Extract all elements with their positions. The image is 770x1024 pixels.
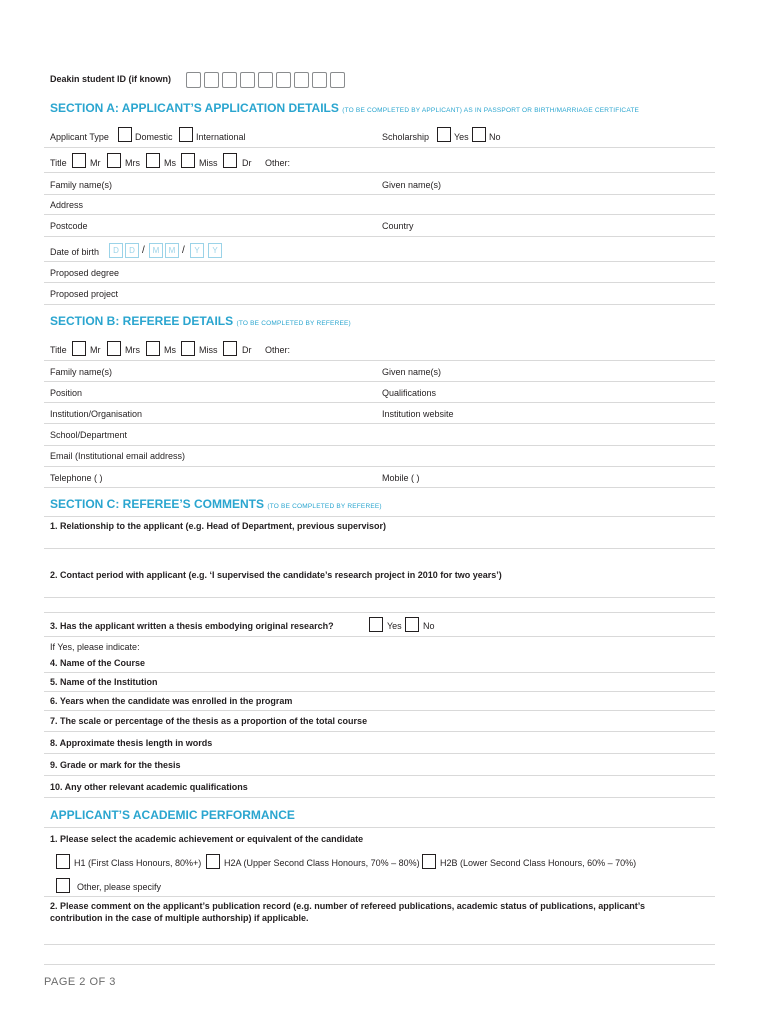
domestic-label: Domestic	[135, 132, 173, 142]
postcode-label[interactable]: Postcode	[50, 221, 88, 231]
scholarship-yes-label: Yes	[454, 132, 469, 142]
question-4[interactable]: 4. Name of the Course	[50, 658, 146, 668]
divider	[44, 381, 715, 382]
scholarship-yes-checkbox[interactable]	[437, 127, 451, 142]
title-miss-checkbox[interactable]	[181, 153, 195, 168]
divider	[44, 147, 715, 148]
referee-title-other-label: Other:	[265, 345, 291, 355]
referee-title-mr-label: Mr	[90, 345, 101, 355]
divider	[44, 236, 715, 237]
dob-slash: /	[182, 245, 185, 256]
referee-title-ms-label: Ms	[164, 345, 176, 355]
dob-month-box[interactable]: M	[165, 243, 179, 258]
thesis-yes-label: Yes	[387, 621, 402, 631]
section-a-title: SECTION A: APPLICANT’S APPLICATION DETAILS	[50, 101, 339, 115]
international-checkbox[interactable]	[179, 127, 193, 142]
divider	[44, 466, 715, 467]
referee-title-dr-checkbox[interactable]	[223, 341, 237, 356]
divider	[44, 172, 715, 173]
divider	[44, 261, 715, 262]
student-id-digit[interactable]	[204, 72, 219, 88]
referee-title-miss-checkbox[interactable]	[181, 341, 195, 356]
referee-title-label: Title	[50, 345, 67, 355]
student-id-digit[interactable]	[276, 72, 291, 88]
scholarship-no-checkbox[interactable]	[472, 127, 486, 142]
referee-title-mrs-label: Mrs	[125, 345, 140, 355]
referee-school-label[interactable]: School/Department	[50, 430, 128, 440]
answer-line[interactable]	[44, 944, 715, 945]
h2a-checkbox[interactable]	[206, 854, 220, 869]
dob-day-box[interactable]: D	[109, 243, 123, 258]
section-c-heading	[50, 497, 382, 511]
student-id-digit[interactable]	[330, 72, 345, 88]
address-label[interactable]: Address	[50, 200, 84, 210]
divider	[44, 896, 715, 897]
question-5[interactable]: 5. Name of the Institution	[50, 677, 158, 687]
divider	[44, 636, 715, 637]
h1-checkbox[interactable]	[56, 854, 70, 869]
divider	[44, 797, 715, 798]
section-b-heading	[50, 314, 351, 328]
other-label: Other, please specify	[77, 882, 162, 892]
divider	[44, 672, 715, 673]
referee-position-label[interactable]: Position	[50, 388, 83, 398]
divider	[44, 775, 715, 776]
referee-given-name-label[interactable]: Given name(s)	[382, 367, 442, 377]
referee-title-mr-checkbox[interactable]	[72, 341, 86, 356]
scholarship-label: Scholarship	[382, 132, 430, 142]
dob-label: Date of birth	[50, 247, 100, 257]
question-6[interactable]: 6. Years when the candidate was enrolled in the program	[50, 696, 293, 706]
divider	[44, 710, 715, 711]
divider	[44, 282, 715, 283]
title-mr-label: Mr	[90, 158, 101, 168]
referee-email-label[interactable]: Email (Institutional email address)	[50, 451, 186, 461]
title-miss-label: Miss	[199, 158, 218, 168]
question-9[interactable]: 9. Grade or mark for the thesis	[50, 760, 181, 770]
divider	[44, 402, 715, 403]
answer-line[interactable]	[44, 597, 715, 598]
student-id-digit[interactable]	[312, 72, 327, 88]
answer-line[interactable]	[44, 548, 715, 549]
divider	[44, 445, 715, 446]
thesis-yes-checkbox[interactable]	[369, 617, 383, 632]
referee-institution-label[interactable]: Institution/Organisation	[50, 409, 143, 419]
thesis-no-label: No	[423, 621, 435, 631]
referee-title-ms-checkbox[interactable]	[146, 341, 160, 356]
dob-slash: /	[142, 245, 145, 256]
title-mrs-checkbox[interactable]	[107, 153, 121, 168]
section-a-heading	[50, 101, 639, 115]
divider	[44, 731, 715, 732]
scholarship-no-label: No	[489, 132, 501, 142]
referee-title-miss-label: Miss	[199, 345, 218, 355]
title-mrs-label: Mrs	[125, 158, 140, 168]
domestic-checkbox[interactable]	[118, 127, 132, 142]
referee-mobile-label[interactable]: Mobile ( )	[382, 473, 420, 483]
section-b-note: (TO BE COMPLETED BY REFEREE)	[236, 320, 351, 327]
question-1: 1. Relationship to the applicant (e.g. Head of Department, previous supervisor)	[50, 521, 387, 531]
title-other-label: Other:	[265, 158, 291, 168]
title-ms-checkbox[interactable]	[146, 153, 160, 168]
title-dr-checkbox[interactable]	[223, 153, 237, 168]
academic-question-1: 1. Please select the academic achievement or equivalent of the candidate	[50, 834, 364, 844]
referee-institution-website-label[interactable]: Institution website	[382, 409, 454, 419]
student-id-label: Deakin student ID (if known)	[50, 74, 172, 84]
h2b-checkbox[interactable]	[422, 854, 436, 869]
referee-telephone-label[interactable]: Telephone ( )	[50, 473, 103, 483]
h2a-label: H2A (Upper Second Class Honours, 70% – 80%)	[224, 858, 420, 868]
question-8[interactable]: 8. Approximate thesis length in words	[50, 738, 213, 748]
international-label: International	[196, 132, 246, 142]
question-3: 3. Has the applicant written a thesis embodying original research?	[50, 621, 334, 631]
divider	[44, 827, 715, 828]
family-name-label[interactable]: Family name(s)	[50, 180, 113, 190]
proposed-project-label[interactable]: Proposed project	[50, 289, 119, 299]
dob-month-box[interactable]: M	[149, 243, 163, 258]
academic-question-2-line1: 2. Please comment on the applicant’s publication record (e.g. number of refereed publications, academic status of publications, applicant’s	[50, 901, 645, 911]
dob-year-box[interactable]: Y	[208, 243, 222, 258]
dob-day-box[interactable]: D	[125, 243, 139, 258]
divider	[44, 194, 715, 195]
divider	[44, 423, 715, 424]
title-dr-label: Dr	[242, 158, 252, 168]
if-yes-label: If Yes, please indicate:	[50, 642, 140, 652]
academic-question-2-line2: contribution in the case of multiple authorship) if applicable.	[50, 913, 309, 923]
student-id-digit[interactable]	[258, 72, 273, 88]
thesis-no-checkbox[interactable]	[405, 617, 419, 632]
section-b-title: SECTION B: REFEREE DETAILS	[50, 314, 234, 328]
h2b-label: H2B (Lower Second Class Honours, 60% – 70%)	[440, 858, 637, 868]
divider	[44, 691, 715, 692]
divider	[44, 753, 715, 754]
question-2: 2. Contact period with applicant (e.g. ‘I supervised the candidate’s research project in 2010 for two years’)	[50, 570, 502, 580]
title-mr-checkbox[interactable]	[72, 153, 86, 168]
academic-performance-title: APPLICANT’S ACADEMIC PERFORMANCE	[50, 808, 295, 822]
section-a-note: (TO BE COMPLETED BY APPLICANT) AS IN PASSPORT OR BIRTH/MARRIAGE CERTIFICATE	[342, 107, 640, 114]
proposed-degree-label[interactable]: Proposed degree	[50, 268, 120, 278]
question-10[interactable]: 10. Any other relevant academic qualifications	[50, 782, 248, 792]
divider	[44, 487, 715, 488]
student-id-digit[interactable]	[222, 72, 237, 88]
other-checkbox[interactable]	[56, 878, 70, 893]
student-id-digit[interactable]	[186, 72, 201, 88]
h1-label: H1 (First Class Honours, 80%+)	[74, 858, 202, 868]
divider	[44, 304, 715, 305]
section-c-title: SECTION C: REFEREE’S COMMENTS	[50, 497, 265, 511]
referee-family-name-label[interactable]: Family name(s)	[50, 367, 113, 377]
referee-qualifications-label[interactable]: Qualifications	[382, 388, 437, 398]
question-7[interactable]: 7. The scale or percentage of the thesis as a proportion of the total course	[50, 716, 368, 726]
divider	[44, 214, 715, 215]
divider	[44, 516, 715, 517]
title-ms-label: Ms	[164, 158, 176, 168]
divider	[44, 360, 715, 361]
referee-title-dr-label: Dr	[242, 345, 252, 355]
given-name-label[interactable]: Given name(s)	[382, 180, 442, 190]
referee-title-mrs-checkbox[interactable]	[107, 341, 121, 356]
divider	[44, 612, 715, 613]
divider	[44, 964, 715, 965]
student-id-digit[interactable]	[294, 72, 309, 88]
section-c-note: (TO BE COMPLETED BY REFEREE)	[267, 503, 382, 510]
applicant-type-label: Applicant Type	[50, 132, 109, 142]
student-id-digit[interactable]	[240, 72, 255, 88]
dob-year-box[interactable]: Y	[190, 243, 204, 258]
page-number: PAGE 2 OF 3	[44, 976, 116, 988]
title-label: Title	[50, 158, 67, 168]
country-label[interactable]: Country	[382, 221, 414, 231]
